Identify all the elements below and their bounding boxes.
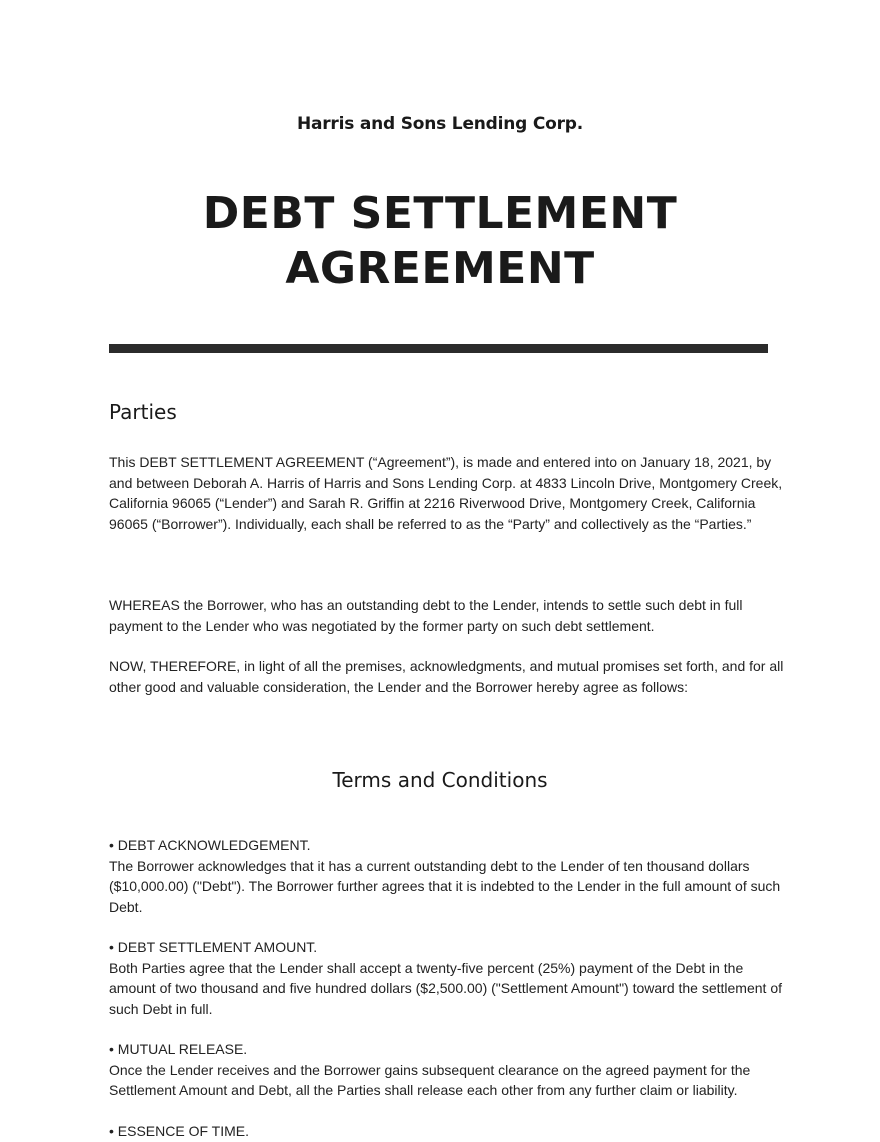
document-title — [0, 186, 880, 296]
clause-title: • DEBT ACKNOWLEDGEMENT. — [109, 837, 311, 853]
company-name: Harris and Sons Lending Corp. — [296, 114, 584, 134]
clause-debt-settlement-amount — [109, 937, 789, 1019]
clause-debt-acknowledgement — [109, 835, 789, 917]
clause-body: The Borrower acknowledges that it has a current outstanding debt to the Lender of ten thousand dollars ($10,000.00) ("Debt"). The Borrower further agrees that it is indebted to the Lender in the full amount of such Debt. — [109, 857, 781, 915]
clause-title: • DEBT SETTLEMENT AMOUNT. — [109, 939, 318, 955]
clause-mutual-release — [109, 1039, 789, 1101]
clause-body: Both Parties agree that the Lender shall accept a twenty-five percent (25%) payment of the Debt in the amount of two thousand and five hundred dollars ($2,500.00) ("Settlement Amount") toward the settlement of such Debt in full. — [109, 959, 782, 1017]
clause-body: Once the Lender receives and the Borrower gains subsequent clearance on the agreed payment for the Settlement Amount and Debt, all the Parties shall release each other from any further claim or liability. — [109, 1061, 751, 1098]
clause-title: • MUTUAL RELEASE. — [109, 1041, 248, 1057]
whereas-paragraph: WHEREAS the Borrower, who has an outstanding debt to the Lender, intends to settle such debt in full payment to the Lender who was negotiated by the former party on such debt settlement. — [109, 597, 743, 634]
parties-heading: Parties — [109, 400, 177, 424]
title-line-2: AGREEMENT — [285, 243, 595, 294]
terms-heading: Terms and Conditions — [332, 768, 548, 792]
parties-paragraph: This DEBT SETTLEMENT AGREEMENT (“Agreement”), is made and entered into on January 18, 2021, by and between Deborah A. Harris of Harris and Sons Lending Corp. at 4833 Lincoln Drive, Montgomery Creek, California 96065 (“Lender”) and Sarah R. Griffin at 2216 Riverwood Drive, Montgomery Creek, California 96065 (“Borrower”). Individually, each shall be referred to as the “Party” and collectively as the “Parties.” — [109, 454, 783, 532]
title-line-1: DEBT SETTLEMENT — [202, 188, 678, 239]
clause-title: • ESSENCE OF TIME. — [109, 1123, 249, 1139]
clause-essence-of-time — [109, 1121, 789, 1142]
title-divider — [109, 344, 768, 353]
therefore-paragraph: NOW, THEREFORE, in light of all the premises, acknowledgments, and mutual promises set forth, and for all other good and valuable consideration, the Lender and the Borrower hereby agree as follows: — [109, 658, 784, 695]
